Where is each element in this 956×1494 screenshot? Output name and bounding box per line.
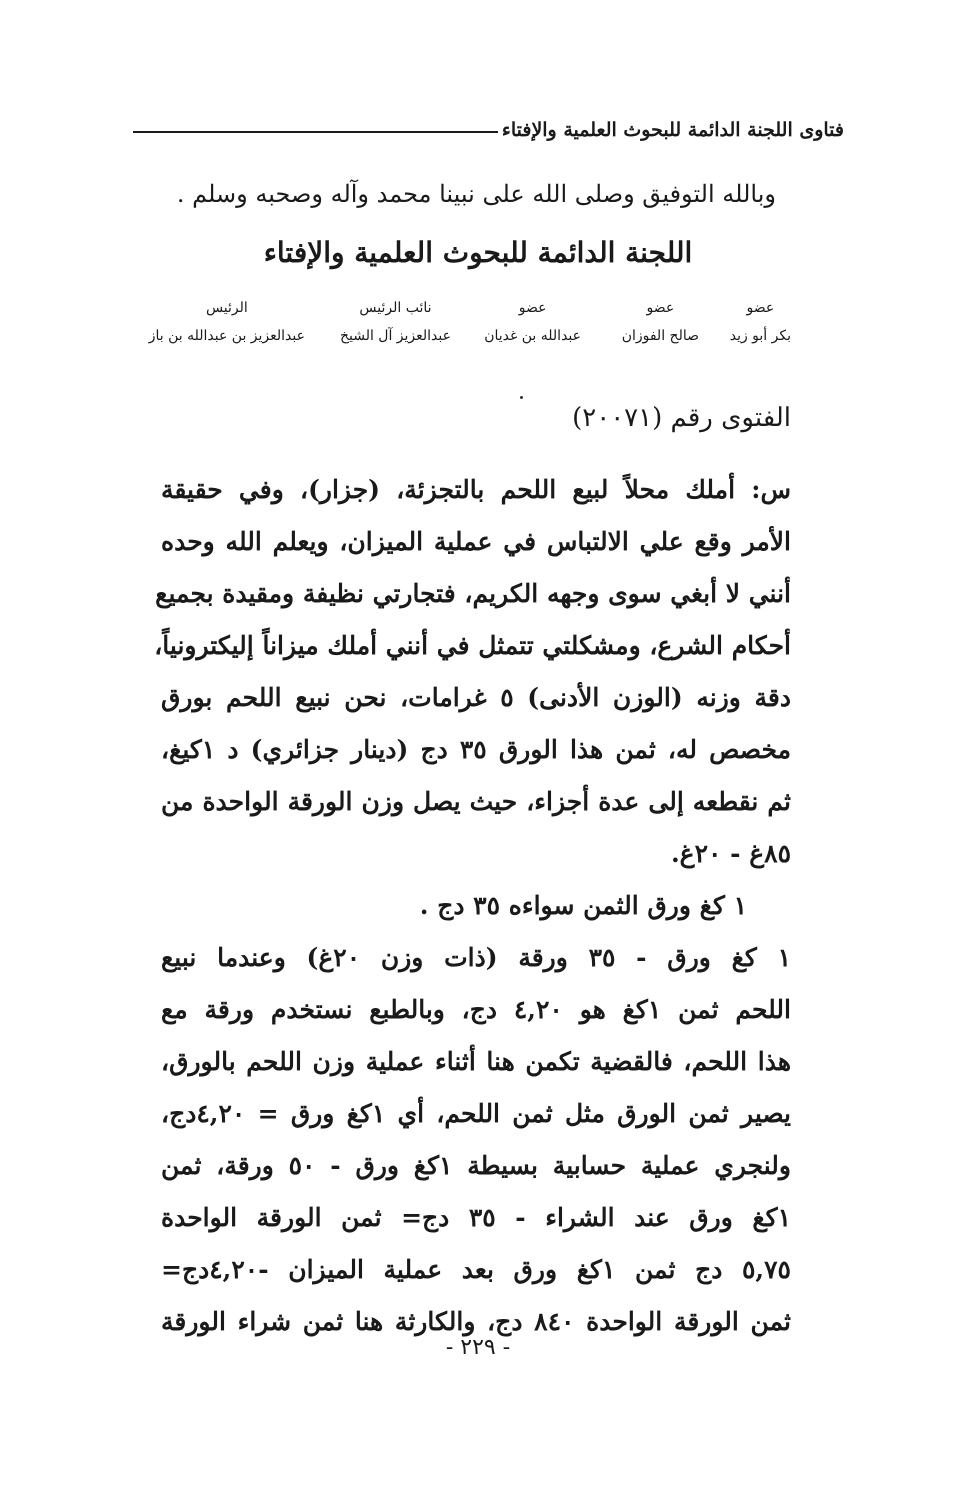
body-line: مخصص له، ثمن هذا الورق ٣٥ دج (دينار جزائري) د ١كيغ، <box>161 735 791 764</box>
signatories-block <box>130 300 791 380</box>
body-line: هذا اللحم، فالقضية تكمن هنا أثناء عملية وزن اللحم بالورق، <box>161 1047 792 1076</box>
signatory-role: الرئيس <box>205 300 248 316</box>
signatory <box>484 300 581 344</box>
body-line: أحكام الشرع، ومشكلتي تتمثل في أنني أملك ميزاناً إليكترونياً، <box>154 631 791 660</box>
signatory <box>340 300 451 344</box>
body-line: دقة وزنه (الوزن الأدنى) ٥ غرامات، نحن نبيع اللحم بورق <box>161 683 791 712</box>
body-line: س: أملك محلاً لبيع اللحم بالتجزئة، (جزار)، وفي حقيقة <box>161 475 791 504</box>
running-title: فتاوى اللجنة الدائمة للبحوث العلمية والإفتاء <box>501 119 844 141</box>
fatwa-number: الفتوى رقم (٢٠٠٧١) <box>572 403 791 433</box>
signatory <box>730 300 791 344</box>
body-line: ١ كغ ورق الثمن سواءه ٣٥ دج . <box>419 891 747 920</box>
body-line: ولنجري عملية حسابية بسيطة ١كغ ورق - ٥٠ ورقة، ثمن <box>161 1151 792 1180</box>
signatory-role: عضو <box>646 300 675 316</box>
signatory <box>149 300 305 344</box>
body-line: الأمر وقع علي الالتباس في عملية الميزان، ويعلم الله وحده <box>161 527 791 556</box>
running-header <box>133 110 844 150</box>
signatory-name: بكر أبو زيد <box>729 328 791 344</box>
signatory-role: نائب الرئيس <box>359 300 432 316</box>
body-line: ثم نقطعه إلى عدة أجزاء، حيث يصل وزن الورقة الواحدة من <box>161 787 791 816</box>
body-line: ٨٥غ - ٢٠غ. <box>670 839 791 868</box>
body-line: ثمن الورقة الواحدة ٨٤٠ دج، والكارثة هنا ثمن شراء الورقة <box>161 1307 791 1336</box>
committee-title: اللجنة الدائمة للبحوث العلمية والإفتاء <box>263 236 693 269</box>
closing-formula: وبالله التوفيق وصلى الله على نبينا محمد وآله وصحبه وسلم . <box>176 180 776 208</box>
stray-dot <box>520 396 523 399</box>
signatory-role: عضو <box>746 300 775 316</box>
signatory-name: عبدالعزيز بن عبدالله بن باز <box>148 328 305 344</box>
signatory <box>622 300 699 344</box>
body-line: يصير ثمن الورق مثل ثمن اللحم، أي ١كغ ورق = ٤,٢٠دج، <box>161 1099 791 1128</box>
signatory-name: عبدالله بن غديان <box>484 328 581 344</box>
question-body <box>154 464 792 1348</box>
page-number: - ٢٢٩ - <box>445 1335 511 1360</box>
signatory-name: عبدالعزيز آل الشيخ <box>339 328 451 344</box>
body-line: ١ كغ ورق - ٣٥ ورقة (ذات وزن ٢٠غ) وعندما نبيع <box>161 943 791 972</box>
header-rule <box>133 131 498 133</box>
body-line: اللحم ثمن ١كغ هو ٤,٢٠ دج، وبالطبع نستخدم ورقة مع <box>161 995 791 1024</box>
body-line: أنني لا أبغي سوى وجهه الكريم، فتجارتي نظيفة ومقيدة بجميع <box>155 579 791 608</box>
signatory-name: صالح الفوزان <box>621 328 699 344</box>
body-line: ١كغ ورق عند الشراء - ٣٥ دج= ثمن الورقة الواحدة <box>161 1203 791 1232</box>
body-line: ٥,٧٥ دج ثمن ١كغ ورق بعد عملية الميزان -٤,٢٠دج= <box>161 1255 791 1284</box>
signatory-role: عضو <box>518 300 547 316</box>
